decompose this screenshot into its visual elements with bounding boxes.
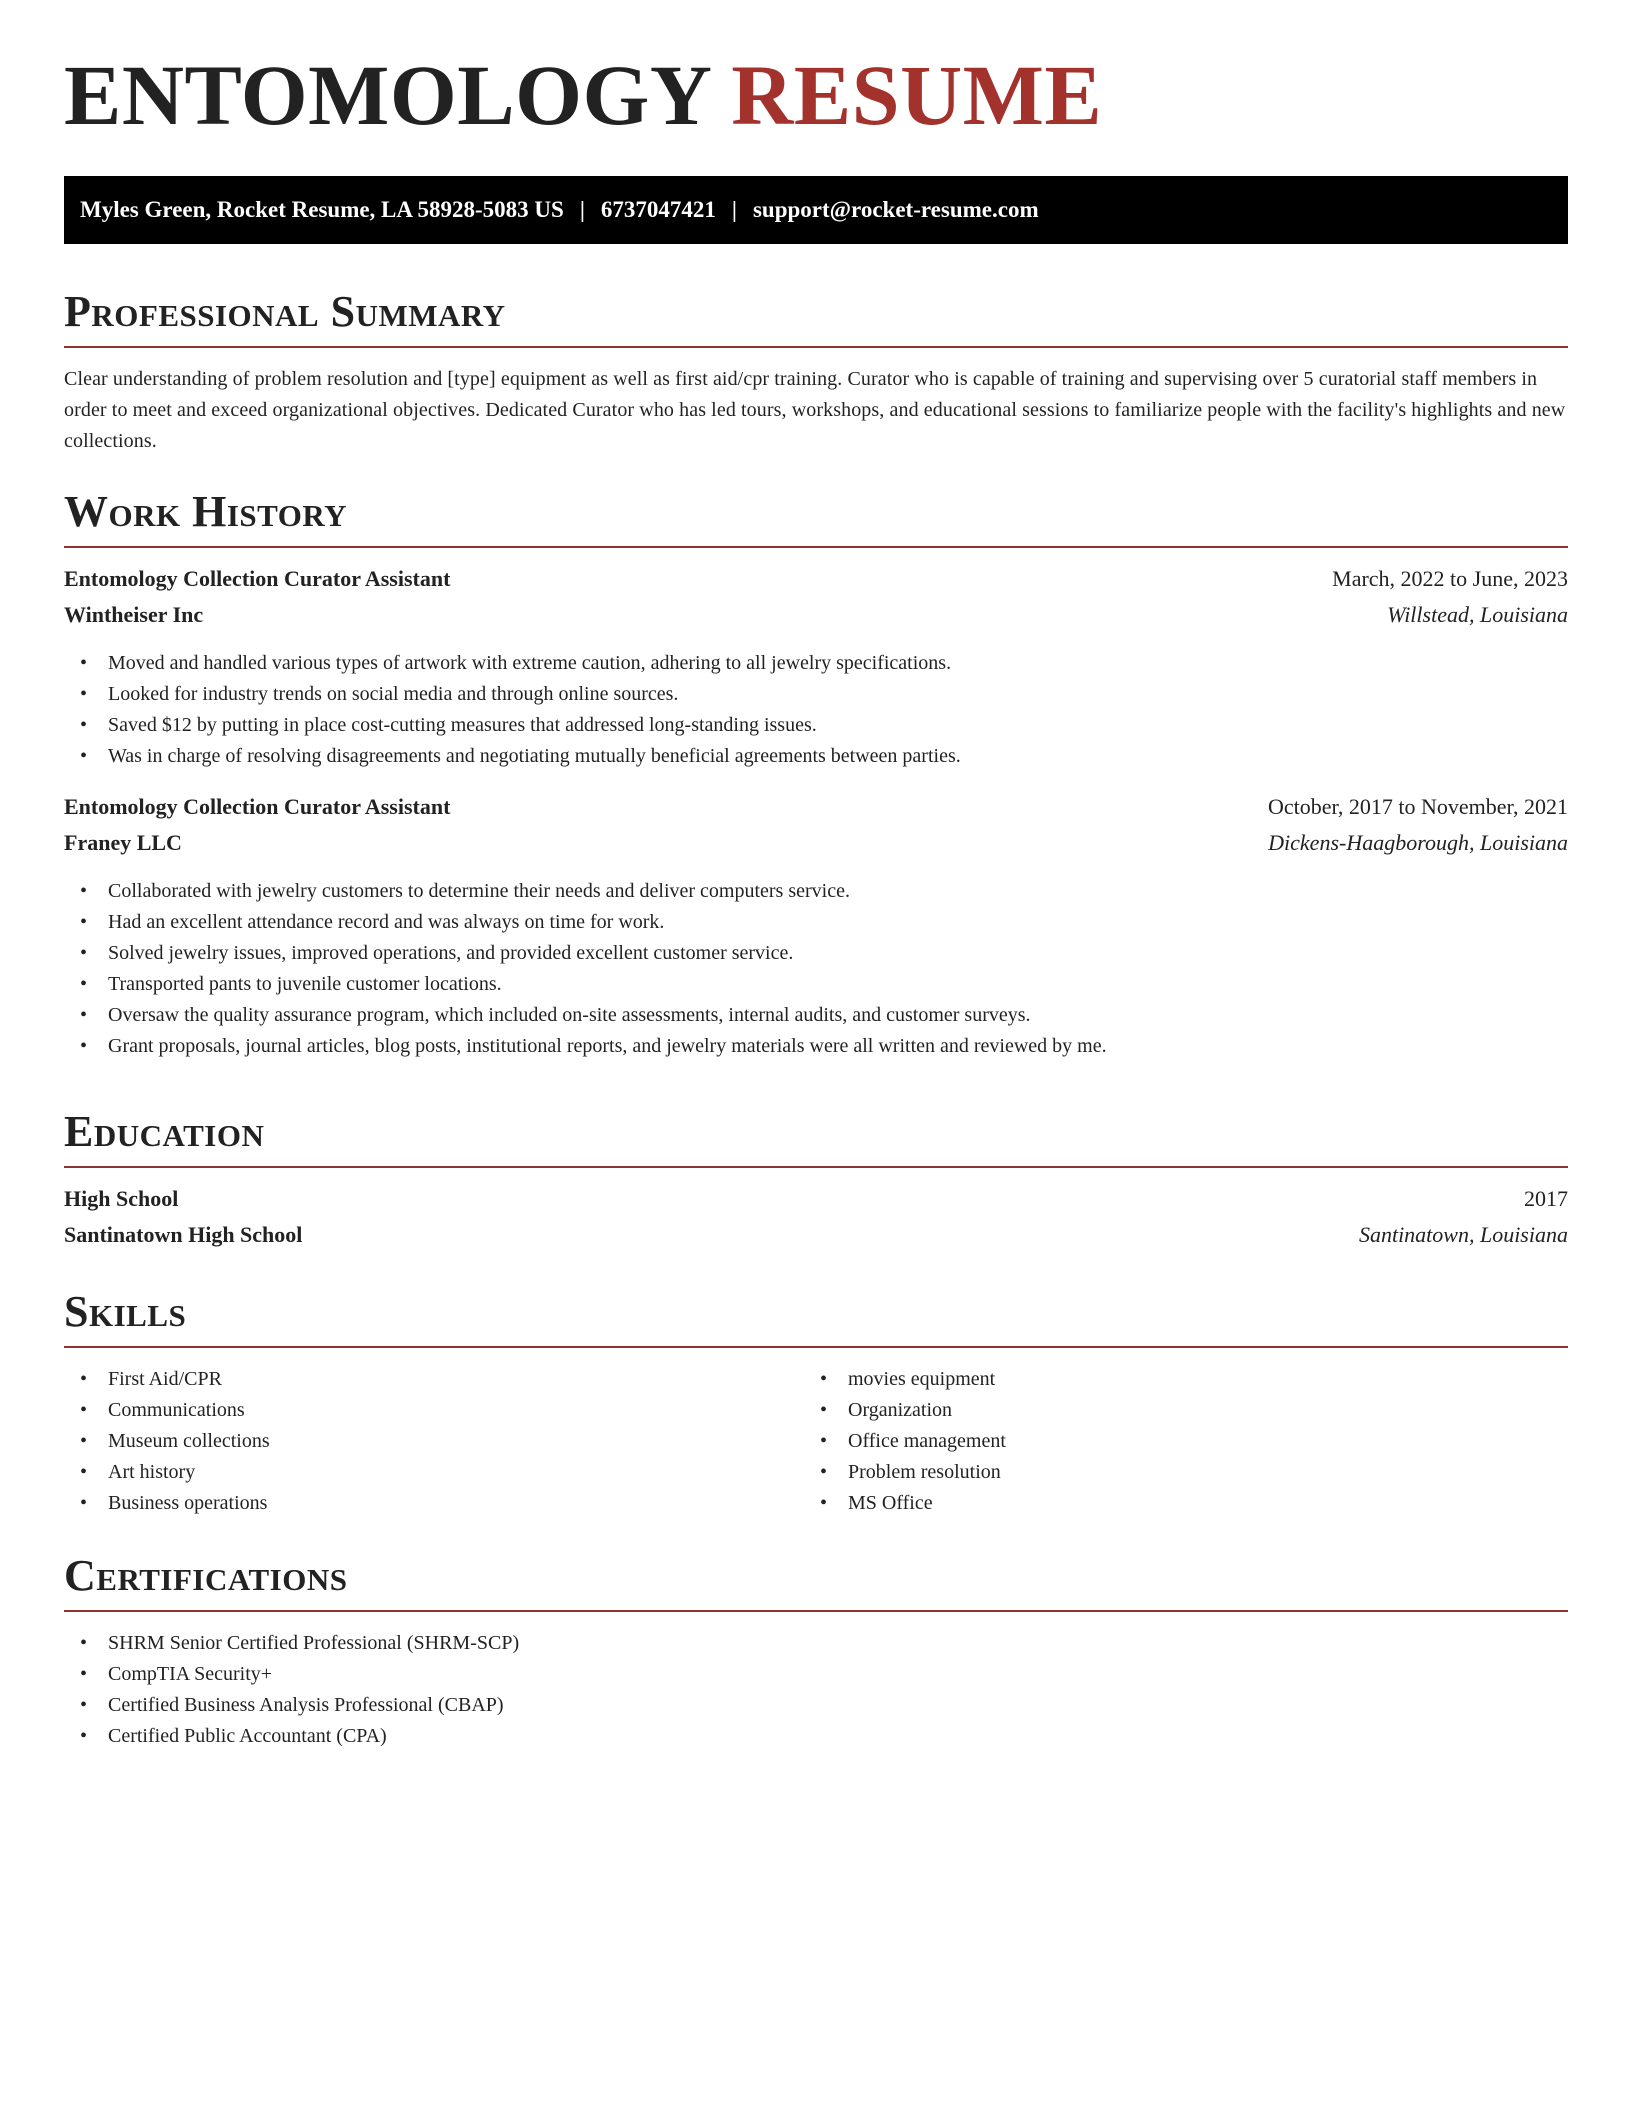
work-history-section [64,487,1568,1062]
list-item: • Was in charge of resolving disagreements and negotiating mutually beneficial agreements between parties. [64,741,1568,772]
contact-address: Myles Green, Rocket Resume, LA 58928-5083 US [80,197,564,222]
contact-separator: | [579,197,585,222]
title-main: ENTOMOLOGY [64,47,710,143]
job-bullets [64,876,1568,1062]
education-entry [64,1186,1568,1258]
education-degree: High School [64,1186,179,1211]
skills-columns [64,1364,1568,1519]
education-school: Santinatown High School [64,1222,303,1247]
list-item: • Saved $12 by putting in place cost-cutting measures that addressed long-standing issues. [64,710,1568,741]
job-company: Franey LLC [64,830,182,855]
resume-title [64,47,1103,143]
job-title: Entomology Collection Curator Assistant [64,566,451,591]
list-item: • CompTIA Security+ [64,1659,1568,1690]
section-divider [64,346,1568,348]
section-heading: Education [64,1107,265,1156]
list-item: • Organization [804,1395,1544,1426]
section-divider [64,546,1568,548]
job-entry [64,794,1568,1062]
list-item: • movies equipment [804,1364,1544,1395]
section-divider [64,1346,1568,1348]
education-location: Santinatown, Louisiana [1358,1222,1568,1247]
education-year: 2017 [1524,1186,1568,1211]
job-title: Entomology Collection Curator Assistant [64,794,451,819]
contact-separator: | [731,197,737,222]
list-item: • Had an excellent attendance record and was always on time for work. [64,907,1568,938]
list-item: • Oversaw the quality assurance program, which included on-site assessments, internal audits, and customer surveys. [64,1000,1568,1031]
list-item: • Business operations [64,1488,804,1519]
list-item: • Certified Business Analysis Professional (CBAP) [64,1690,1568,1721]
job-location: Dickens-Haagborough, Louisiana [1268,830,1568,855]
section-divider [64,1166,1568,1168]
job-bullets [64,648,1568,772]
education-section [64,1107,1568,1258]
job-entry [64,566,1568,772]
contact-bar [64,176,1568,244]
list-item: • Communications [64,1395,804,1426]
list-item: • Looked for industry trends on social media and through online sources. [64,679,1568,710]
skills-list-left [64,1364,804,1519]
list-item: • SHRM Senior Certified Professional (SHRM-SCP) [64,1628,1568,1659]
job-dates: October, 2017 to November, 2021 [1267,794,1568,819]
list-item: • Certified Public Accountant (CPA) [64,1721,1568,1752]
list-item: • Transported pants to juvenile customer locations. [64,969,1568,1000]
list-item: • MS Office [804,1488,1544,1519]
job-dates: March, 2022 to June, 2023 [1332,566,1568,591]
contact-email: support@rocket-resume.com [752,197,1039,222]
list-item: • Problem resolution [804,1457,1544,1488]
section-heading: Work History [64,487,348,536]
skills-section [64,1287,1568,1519]
section-heading: Certifications [64,1551,348,1600]
list-item: • Museum collections [64,1426,804,1457]
list-item: • Solved jewelry issues, improved operations, and provided excellent customer service. [64,938,1568,969]
list-item: • Moved and handled various types of artwork with extreme caution, adhering to all jewelry specifications. [64,648,1568,679]
list-item: • Art history [64,1457,804,1488]
section-heading: Professional Summary [64,287,506,336]
contact-phone: 6737047421 [600,197,716,222]
section-divider [64,1610,1568,1612]
summary-text: Clear understanding of problem resolution and [type] equipment as well as first aid/cpr training. Curator who is capable of training and supervising over 5 curatorial staff members in order to meet and exceed organizational objectives. Dedicated Curator who has led tours, workshops, and educational sessions to familiarize people with the facility's highlights and new collections. [64,368,1566,452]
job-location: Willstead, Louisiana [1387,602,1568,627]
certifications-section [64,1551,1568,1752]
summary-section [64,287,1568,457]
skills-list-right [804,1364,1544,1519]
list-item: • Office management [804,1426,1544,1457]
job-company: Wintheiser Inc [64,602,204,627]
list-item: • Grant proposals, journal articles, blog posts, institutional reports, and jewelry materials were all written and reviewed by me. [64,1031,1568,1062]
list-item: • First Aid/CPR [64,1364,804,1395]
certifications-list [64,1628,1568,1752]
list-item: • Collaborated with jewelry customers to determine their needs and deliver computers service. [64,876,1568,907]
title-accent: RESUME [731,47,1103,143]
section-heading: Skills [64,1287,187,1336]
